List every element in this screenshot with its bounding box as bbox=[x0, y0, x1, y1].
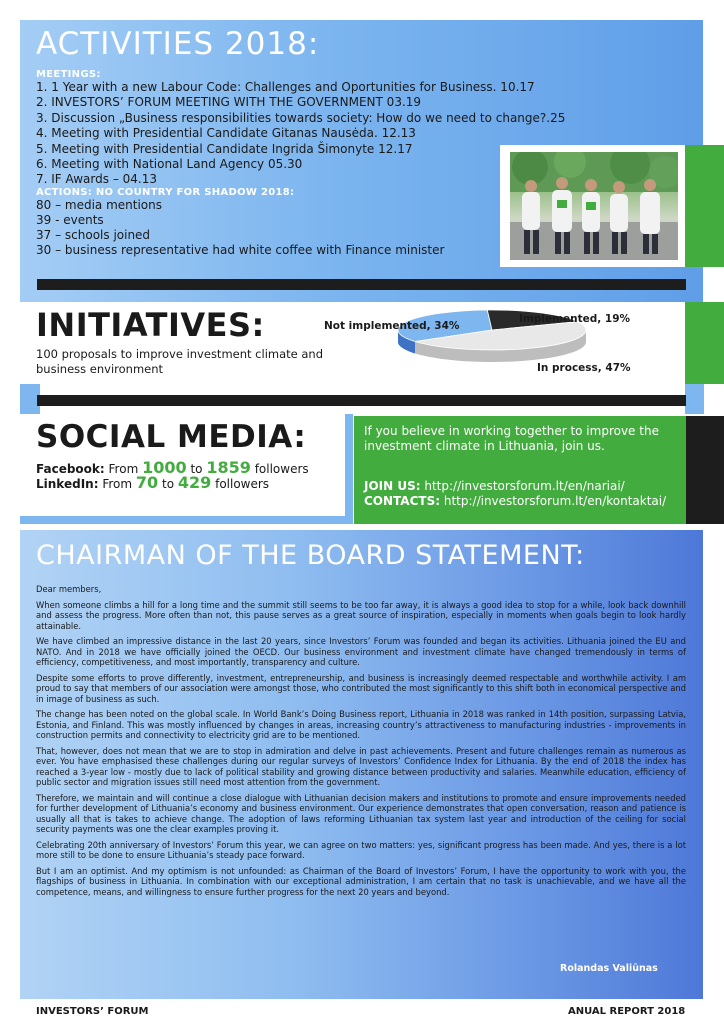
join-us-label: JOIN US: bbox=[364, 479, 421, 493]
linkedin-from-word: From bbox=[102, 477, 133, 491]
linkedin-label: LinkedIn: bbox=[36, 477, 99, 491]
join-links bbox=[364, 479, 666, 509]
statement-paragraph: Therefore, we maintain and will continue a close dialogue with Lithuanian decision makers and institutions to promote and ensure improvements needed for further development of Lithuania’s economy and business environment. Our experience demonstrates that open conversation, reason and patience is usually all that is takes to achieve change. The adoption of laws reforming Lithuanian tax system last year and introduction of the ceiling for social security payments was one the clear examples proving it. bbox=[36, 792, 686, 834]
footer-report-title: ANUAL REPORT 2018 bbox=[568, 1006, 686, 1017]
statement-paragraph: We have climbed an impressive distance in the last 20 years, since Investors’ Forum was founded and began its activities. Lithuania joined the EU and NATO. And in 2018 we have officially joined the OECD. Our business environment and investment climate have changed tremendously in terms of efficiency, competitiveness, and most importantly, transparency and culture. bbox=[36, 636, 686, 667]
chairman-statement bbox=[36, 584, 686, 902]
event-photo-illustration bbox=[510, 152, 678, 260]
meeting-item: 1. 1 Year with a new Labour Code: Challenges and Oportunities for Business. 10.17 bbox=[36, 80, 535, 94]
facebook-label: Facebook: bbox=[36, 462, 105, 476]
initiatives-text: 100 proposals to improve investment climate and business environment bbox=[36, 347, 324, 376]
green-tab-decoration bbox=[685, 302, 724, 384]
meeting-item: 2. INVESTORS’ FORUM MEETING WITH THE GOVERNMENT 03.19 bbox=[36, 95, 422, 110]
actions-list bbox=[36, 198, 496, 258]
facebook-to-word: to bbox=[190, 462, 203, 476]
join-us-text: If you believe in working together to improve the investment climate in Lithuania, join us. bbox=[364, 424, 659, 453]
facebook-from-word: From bbox=[108, 462, 139, 476]
divider-bar bbox=[37, 279, 686, 290]
social-media-title: SOCIAL MEDIA: bbox=[36, 419, 307, 455]
chairman-title: CHAIRMAN OF THE BOARD STATEMENT: bbox=[36, 540, 585, 571]
meeting-item: 7. IF Awards – 04.13 bbox=[36, 172, 157, 187]
statement-paragraph: Celebrating 20th anniversary of Investors’ Forum this year, we can agree on two matters: yes, significant progress has been made. And yes, there is a lot more still to be done to ensure Lithuania’s steady pace forward. bbox=[36, 839, 686, 860]
statement-paragraph: When someone climbs a hill for a long time and the summit still seems to be too far away, it is always a good idea to stop for a while, look back downhill and assess the progress. More often than not, this pause serves as a great source of inspiration, especially in moments when goals begin to look hardly attainable. bbox=[36, 599, 686, 631]
join-us-link[interactable]: http://investorsforum.lt/en/nariai/ bbox=[424, 479, 625, 493]
statement-paragraph: That, however, does not mean that we are to stop in admiration and delve in past achievements. Present and future challenges remain as numerous as ever. You have emphasised these challenges during our regular surveys of Investors’ Confidence Index for Lithuania. By the end of 2018 the index has reached a 3-year low - mostly due to lack of political stability and growing distance between productivity and salaries. Meanwhile education, efficiency of public sector and migration issues still need most attention from the government. bbox=[36, 745, 686, 787]
facebook-from: 1000 bbox=[142, 458, 187, 477]
black-tab-decoration bbox=[686, 416, 724, 524]
chairman-signature: Rolandas Valiūnas bbox=[560, 963, 658, 974]
linkedin-to-word: to bbox=[161, 477, 175, 491]
pie-label-not-implemented: Not implemented, 34% bbox=[324, 320, 460, 332]
meetings-label: MEETINGS: bbox=[36, 69, 101, 80]
meeting-item: 6. Meeting with National Land Agency 05.30 bbox=[36, 157, 303, 172]
footer-org-name: INVESTORS’ FORUM bbox=[36, 1006, 149, 1017]
action-item: 80 – media mentions bbox=[36, 198, 163, 212]
action-item: 39 - events bbox=[36, 213, 104, 227]
divider-bar bbox=[37, 395, 686, 406]
meeting-item: 5. Meeting with Presidential Candidate Ingrida Šimonyte 12.17 bbox=[36, 141, 413, 156]
statement-paragraph: But I am an optimist. And my optimism is not unfounded: as Chairman of the Board of Investors’ Forum, I have the opportunity to work with you, the flagships of business in Lithuania. In combination with our exceptional administration, I am certain that no task is unachievable, and we have all the competence, means, and willingness to ensure further progress for the next 20 years and beyond. bbox=[36, 865, 686, 897]
statement-paragraph: Dear members, bbox=[36, 584, 102, 594]
meeting-item: 4. Meeting with Presidential Candidate Gitanas Nausėda. 12.13 bbox=[36, 126, 416, 141]
pie-label-in-process: In process, 47% bbox=[537, 362, 631, 374]
meetings-list bbox=[36, 80, 566, 188]
pie-label-implemented: Implemented, 19% bbox=[519, 313, 631, 325]
event-photo bbox=[510, 152, 678, 260]
action-item: 37 – schools joined bbox=[36, 228, 151, 242]
contacts-label: CONTACTS: bbox=[364, 494, 441, 508]
initiatives-title: INITIATIVES: bbox=[36, 306, 265, 344]
statement-paragraph: The change has been noted on the global scale. In World Bank’s Doing Business report, Lithuania in 2018 was ranked in 14th position, surpassing Latvia, Estonia, and Finland. This was mostly influenced by changes in areas, increasing country’s attractiveness to manufacturing industries - improvements in construction permits and connectivity to electricity grid are to be mentioned. bbox=[36, 709, 686, 740]
contacts-link[interactable]: http://investorsforum.lt/en/kontaktai/ bbox=[443, 494, 667, 508]
activities-title: ACTIVITIES 2018: bbox=[36, 26, 320, 62]
meeting-item: 3. Discussion „Business responsibilities towards society: How do we need to change?.25 bbox=[36, 110, 566, 125]
linkedin-to: 429 bbox=[177, 473, 212, 492]
action-item: 30 – business representative had white coffee with Finance minister bbox=[36, 243, 445, 257]
actions-label: ACTIONS: NO COUNTRY FOR SHADOW 2018: bbox=[36, 187, 295, 198]
linkedin-from: 70 bbox=[135, 473, 159, 492]
green-tab-decoration bbox=[685, 145, 724, 267]
linkedin-unit: followers bbox=[215, 477, 270, 491]
statement-paragraph: Despite some efforts to prove differently, investment, entrepreneurship, and business is increasingly deemed respectable and worthwhile activity. I am proud to say that members of our association were amongst those, who contributed the most significantly to this shift both in economical perspective and in image of business as such. bbox=[36, 672, 686, 704]
facebook-to: 1859 bbox=[206, 458, 251, 477]
facebook-unit: followers bbox=[254, 462, 309, 476]
linkedin-stat bbox=[36, 473, 269, 492]
blue-edge-decoration bbox=[685, 384, 704, 414]
